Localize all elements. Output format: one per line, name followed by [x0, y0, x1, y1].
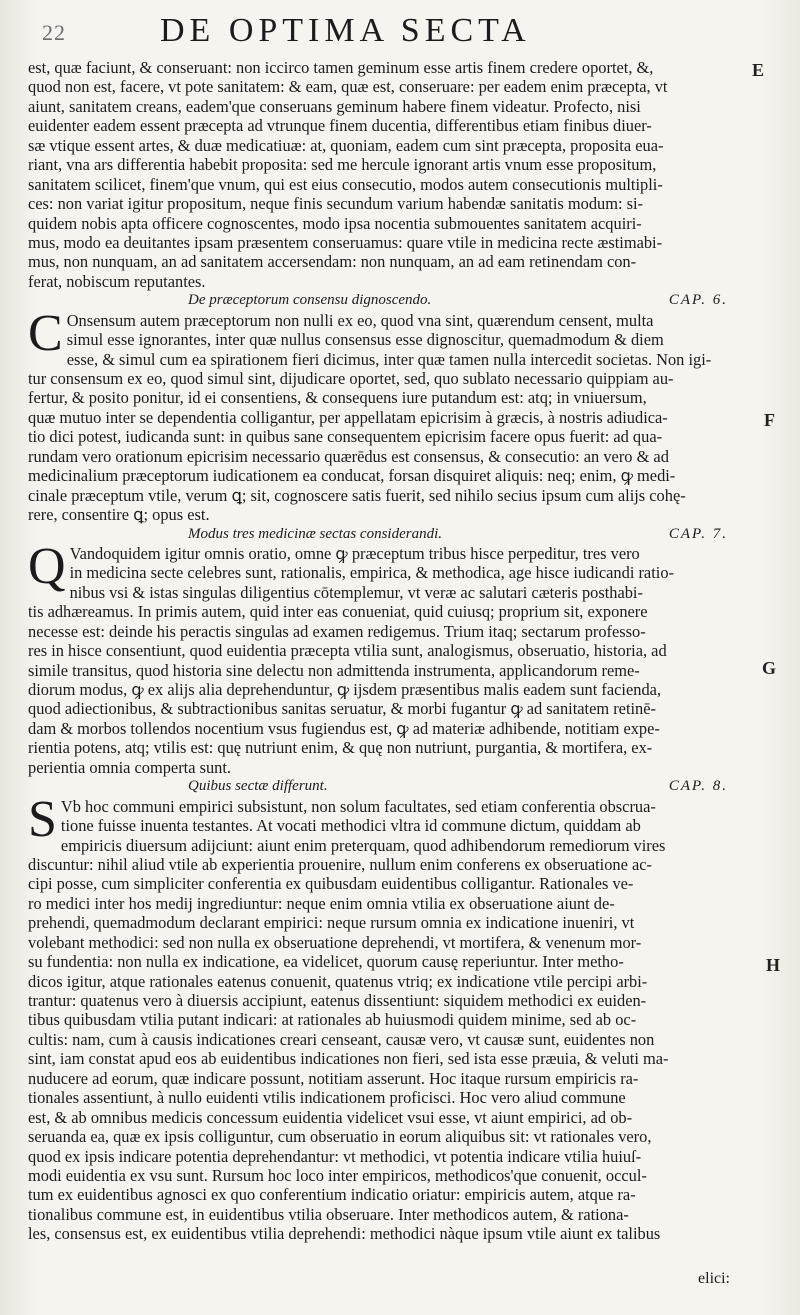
chapter-title: Quibus sectæ differunt.: [188, 778, 328, 795]
text-line: rundam vero orationum epicrisim necessario quærēdus est consensus, & consecutio: an vero & ad: [28, 446, 669, 466]
chapter-body: [28, 790, 758, 1244]
chapter-heading: [28, 777, 758, 796]
chapter-title: Modus tres medicinæ sectas considerandi.: [188, 525, 442, 542]
drop-cap: S: [28, 790, 57, 848]
text-line: est, & ab omnibus medicis concessum euidentia videlicet vsui esse, vt aiunt empirici, ad ob-: [28, 1107, 633, 1127]
text-line: cipi posse, cum simpliciter conferentia ex quibusdam euidentibus colligantur. Rationales ve-: [28, 874, 634, 894]
drop-cap: Q: [28, 537, 66, 595]
page-title: DE OPTIMA SECTA: [160, 12, 531, 49]
text-line: volebant methodici: sed non nulla ex obseruatione deprehendi, vt mortifera, & venenum mor-: [28, 932, 642, 952]
text-line: res in hisce consentiunt, quod euidentia præcepta vtilia sunt, analogismus, obseruatio, historia, ad: [28, 641, 667, 661]
margin-letter-h: H: [766, 955, 781, 975]
text-line: simile transitus, quod historia sine delectu non admittenda instrumenta, applicandorum reme-: [28, 660, 640, 680]
drop-cap: C: [28, 304, 63, 362]
text-line: tum ex euidentibus agnosci ex quo conferentium indicatio oriatur: empiricis autem, atque ra-: [28, 1185, 636, 1205]
text-line: tionalibus commune est, in euidentibus vtilia obseruare. Inter methodicos autem, & rationa-: [28, 1204, 629, 1224]
text-line: perientia omnia comperta sunt.: [28, 757, 231, 777]
chapters: [28, 291, 758, 1243]
text-line: trantur: quatenus vero à diuersis accipiunt, eatenus dissentiunt: siquidem methodici ex euiden-: [28, 991, 647, 1010]
text-line: modi euidentia ex vsu sunt. Rursum hoc loco inter empiricos, methodicos'que conuenit, occul-: [28, 1165, 647, 1185]
text-line: sanitatem scilicet, finem'que vnum, qui est eius consecutio, modos autem consecutionis multipli-: [28, 174, 663, 194]
text-line: les, consensus est, ex euidentibus vtilia deprehendi: methodici nàque ipsum vtile aiunt ex talibus: [28, 1224, 661, 1244]
text-line: quod ex ipsis indicare potentia deprehendantur: vt methodici, vt potentia indicare vtilia huiuſ-: [28, 1146, 642, 1166]
text-line: fertur, & posito ponitur, id ei consentiens, & consequens iure putandum est: atq; in vniuersum,: [28, 388, 647, 408]
text-line: ferat, nobiscum reputantes.: [28, 271, 206, 291]
chapter: [28, 291, 758, 524]
chapter-title: De præceptorum consensu dignoscendo.: [188, 292, 432, 309]
text-line: medicinalium præceptorum iudicationem ea conducat, forsan disquiret aliquis: neq; enim, ꝙ medi-: [28, 466, 676, 486]
text-line: quæ mutuo inter se dependentia colligantur, per appellatam epicrisim à græcis, à nostris adiudica-: [28, 407, 668, 427]
text-line: quidem nobis apta officere cognoscentes, modo ipsa nocentia submouentes sanitatem acquiri-: [28, 213, 642, 233]
text-line: dicos igitur, atque rationales eatenus conuenit, quatenus vtriq; ex indicatione vtile percipi arbi-: [28, 971, 648, 991]
chapter-body: [28, 537, 758, 777]
text-line: tio dici potest, iudicanda sunt: in quibus sane consequentem epicrisim facere opus fuerit: ad qua-: [28, 427, 663, 447]
page-number: 22: [42, 20, 66, 45]
chapter-heading: [28, 525, 758, 544]
text-line: quod adiectionibus, & subtractionibus sanitas seruatur, & morbi fugantur ꝙ ad sanitatem retinē-: [28, 699, 656, 719]
text-line: sint, iam constat apud eos ab euidentibus indicationes non fieri, sed ista esse præuia, & veluti ma-: [28, 1049, 669, 1069]
chapter-label: CAP. 6.: [668, 292, 728, 309]
text-line: simul esse ignorantes, inter quæ nullus consensus esse dignoscitur, quemadmodum & diem: [66, 330, 664, 350]
text-line: Vb hoc communi empirici subsistunt, non solum facultates, sed etiam conferentia obscrua-: [60, 796, 656, 816]
chapter: [28, 525, 758, 778]
text-line: rere, consentire ꝗ; opus est.: [28, 505, 210, 525]
text-line: empiricis diuersum adijciunt: aiunt enim preterquam, quod adhibendorum remediorum vires: [60, 835, 666, 855]
text-line: in medicina secte celebres sunt, rationalis, empirica, & methodica, age hisce iudicandi ratio-: [69, 563, 674, 583]
text-line: Vandoquidem igitur omnis oratio, omne ꝙ præceptum tribus hisce perpeditur, tres vero: [69, 543, 640, 563]
text-line: diorum modus, ꝙ ex alijs alia deprehenduntur, ꝙ ijsdem præsentibus malis eadem sunt facienda,: [28, 680, 662, 699]
text-line: cultis: nam, cum à causis indicationes creari censeant, causæ vero, vt causæ sunt, euidentes non: [28, 1029, 655, 1049]
text-line: riant, vna ars differentia habebit proposita: sed me hercule ignorant artis vnum esse propositum,: [28, 155, 657, 175]
text-line: mus, non nunquam, an ad sanitatem accersendam: non nunquam, an ad eam retinendam con-: [28, 252, 637, 272]
chapter-label: CAP. 8.: [668, 778, 728, 795]
text-line: aiunt, sanitatem creans, eadem'que conseruans geminum habere finem videatur. Profecto, nisi: [28, 96, 641, 116]
text-line: necesse est: deinde his peractis singulas ad examen redigemus. Trium itaq; sectarum professo-: [28, 621, 646, 641]
text-line: cinale præceptum vtile, verum ꝗ; sit, cognoscere satis fuerit, sed nihilo secius ipsum cum alijs cohę-: [28, 485, 686, 505]
text-line: dam & morbos tollendos nocentium vsus fugiendus est, ꝙ ad materiæ adhibende, notitiam expe-: [28, 718, 660, 738]
margin-letter-e: E: [752, 60, 765, 80]
text-line: mus, modo ea deuitantes ipsam præsentem conseruamus: quare vtile in medicina recte æstimabi-: [28, 232, 663, 252]
text-line: nibus vsi & istas singulas diligentius cōtemplemur, vt veræ ac salutari cæteris posthabi-: [69, 582, 643, 602]
text-line: tur consensum ex eo, quod simul sint, dijudicare oportet, sed, quo sublato necessario quippiam au-: [28, 369, 674, 388]
margin-letter-g: G: [762, 658, 777, 678]
margin-letter-f: F: [764, 410, 775, 430]
chapter-label: CAP. 7.: [668, 525, 728, 542]
text-line: su fundentia: non nulla ex indicatione, ea videlicet, quorum causę reperiuntur. Inter metho-: [28, 952, 624, 972]
text-line: est, quæ faciunt, & conseruant: non iccirco tamen geminum esse artis finem credere oportet, &,: [28, 58, 654, 77]
running-head: [30, 12, 770, 52]
text-line: sæ vtique essent artes, & duæ medicatiuæ: at, quoniam, eadem cum sint præcepta, proposita eua-: [28, 135, 664, 155]
text-line: quod non est, facere, vt pote sanitatem: & eam, quæ est, conseruare: per eadem enim præcepta, vt: [28, 77, 668, 97]
text-line: prehendi, quemadmodum declarant empirici: neque rursum omnia ex indicatione inueniri, vt: [28, 913, 635, 933]
text-line: ro medici inter hos medij ingrediuntur: neque enim omnia vtilia ex obseruatione aiunt de-: [28, 893, 615, 913]
text-line: tione fuisse inuenta testantes. At vocati methodici vltra id commune dictum, quiddam ab: [60, 816, 641, 836]
text-line: ces: non variat igitur propositum, neque finis secundum varium habendæ sanitatis modum: si-: [28, 194, 644, 214]
text-line: euidenter eadem essent præcepta ad vtrunque finem ducentia, differentibus etiam finibus diuer-: [28, 116, 652, 136]
text-line: tis adhæreamus. In primis autem, quid inter eas conueniat, quid cuiusq; proprium sit, exponere: [28, 602, 648, 622]
text-line: nuducere ad eorum, quæ indicare possunt, notitiam asserunt. Hoc itaque rursum empiricis ra-: [28, 1068, 639, 1088]
chapter-body: [28, 304, 758, 525]
text-line: Onsensum autem præceptorum non nulli ex eo, quod vna sint, quærendum censent, multa: [66, 310, 654, 330]
text-line: esse, & simul cum ea spirationem fieri dicimus, inter quæ tamen nulla intercedit societas. Non igi-: [66, 349, 712, 369]
text-line: tionales assentiunt, à nullo euidenti vtilis indicationem proficisci. Hoc vero aliud commune: [28, 1088, 626, 1108]
chapter: [28, 777, 758, 1244]
catchword: elici:: [698, 1270, 730, 1287]
main-text: [28, 58, 758, 1244]
chapter-heading: [28, 291, 758, 310]
intro-paragraph: [28, 58, 758, 291]
text-line: tibus quibusdam vtilia putant indicari: at rationales ab huiusmodi quidem minime, sed ab oc-: [28, 1010, 637, 1030]
text-line: discuntur: nihil aliud vtile ab experientia prouenire, nullum enim conferens ex obseruatione ac-: [28, 854, 653, 874]
text-line: rientia potens, atq; vtilis est: quę nutriunt enim, & quę non nutriunt, purgantia, & mortifera, ex-: [28, 738, 653, 758]
text-line: seruanda ea, quæ ex ipsis colliguntur, cum obseruatio in eorum aliquibus sit: vt rationales vero,: [28, 1127, 652, 1147]
